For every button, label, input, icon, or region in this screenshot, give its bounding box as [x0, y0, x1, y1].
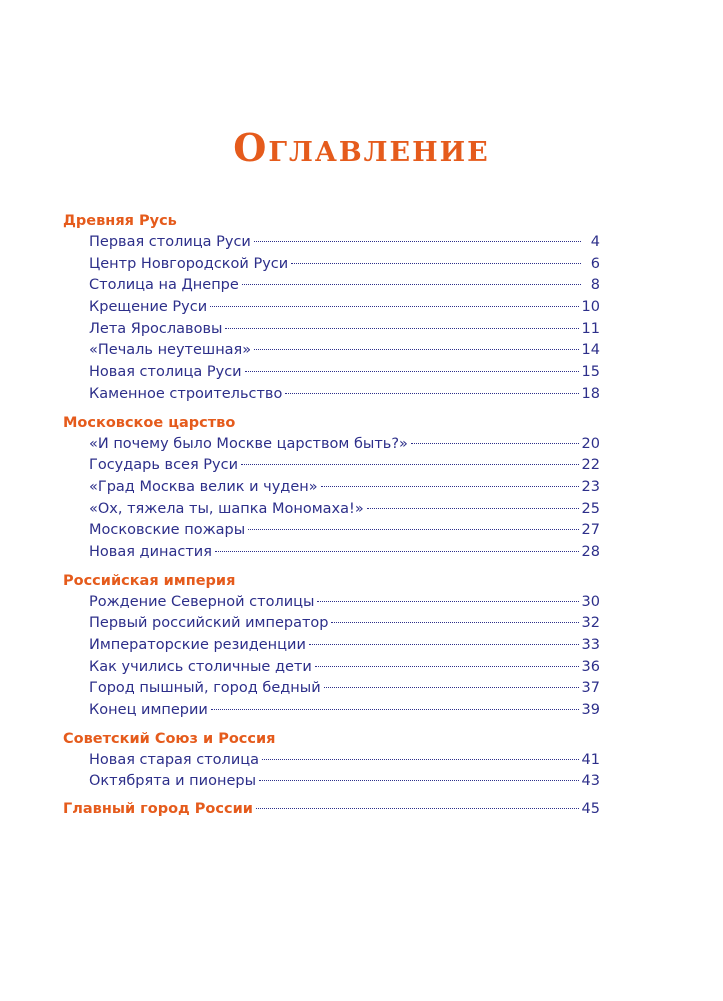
toc-entry[interactable] — [63, 700, 600, 722]
toc-section-moscow-tsardom — [63, 412, 600, 564]
toc-entry[interactable] — [63, 384, 600, 406]
entry-label: «И почему было Москве царством быть?» — [89, 435, 408, 452]
dot-leader — [245, 371, 579, 372]
entry-label: Новая династия — [89, 543, 212, 560]
dot-leader — [259, 780, 579, 781]
page-title: Оглавление — [233, 125, 490, 171]
dot-leader — [241, 464, 579, 465]
page-number: 37 — [581, 680, 600, 697]
page-number: 11 — [581, 320, 600, 337]
entry-label: Московские пожары — [89, 522, 246, 539]
toc-section-soviet-union — [63, 728, 600, 793]
entry-label: Новая столица Руси — [89, 364, 242, 381]
entry-label: Столица на Днепре — [89, 277, 239, 294]
dot-leader — [309, 644, 579, 645]
page-number: 43 — [581, 773, 600, 790]
toc-entry[interactable] — [63, 542, 600, 564]
entry-label: Рождение Северной столицы — [89, 593, 315, 610]
entry-label: Крещение Руси — [89, 299, 208, 316]
entry-label: Как учились столичные дети — [89, 658, 312, 675]
dot-leader — [256, 808, 579, 809]
dot-leader — [331, 622, 578, 623]
page-number: 15 — [581, 364, 600, 381]
page-number: 4 — [590, 234, 600, 250]
section-title: Советский Союз и Россия — [63, 730, 276, 747]
toc-entry[interactable] — [63, 520, 600, 542]
toc-entry[interactable] — [63, 613, 600, 635]
dot-leader — [315, 666, 579, 667]
dot-leader — [285, 393, 578, 394]
toc-entry[interactable] — [63, 434, 600, 456]
toc-entry-main-city[interactable] — [63, 799, 600, 821]
dot-leader — [317, 601, 578, 602]
toc-entry[interactable] — [63, 254, 600, 276]
page-number: 18 — [581, 385, 600, 402]
dot-leader — [291, 263, 581, 264]
entry-label: «Град Москва велик и чуден» — [89, 478, 318, 495]
dot-leader — [262, 759, 579, 760]
toc-section-ancient-rus — [63, 210, 600, 406]
toc-entry[interactable] — [63, 275, 600, 297]
toc-entry[interactable] — [63, 499, 600, 521]
entry-label: Город пышный, город бедный — [89, 680, 321, 697]
entry-label: Первая столица Руси — [89, 234, 251, 250]
page-number: 36 — [581, 658, 600, 675]
dot-leader — [324, 687, 579, 688]
toc-section-russian-empire — [63, 570, 600, 722]
dot-leader — [242, 284, 581, 285]
toc-entry[interactable] — [63, 635, 600, 657]
toc-entry[interactable] — [63, 678, 600, 700]
page-number: 45 — [581, 801, 600, 818]
page-number: 25 — [581, 500, 600, 517]
dot-leader — [225, 328, 578, 329]
entry-label: Первый российский император — [89, 615, 329, 632]
toc-entry[interactable] — [63, 232, 600, 254]
toc-entry[interactable] — [63, 319, 600, 341]
table-of-contents — [63, 210, 600, 821]
toc-entry[interactable] — [63, 455, 600, 477]
toc-entry[interactable] — [63, 477, 600, 499]
toc-entry[interactable] — [63, 592, 600, 614]
page-number: 6 — [590, 255, 600, 272]
page-number: 22 — [581, 457, 600, 474]
dot-leader — [248, 529, 578, 530]
toc-entry[interactable] — [63, 657, 600, 679]
toc-entry[interactable] — [63, 362, 600, 384]
page-number: 33 — [581, 637, 600, 653]
entry-label: «Ох, тяжела ты, шапка Мономаха!» — [89, 500, 364, 517]
dot-leader — [210, 306, 578, 307]
dot-leader — [211, 709, 579, 710]
entry-label: Конец империи — [89, 702, 208, 719]
entry-label: Новая старая столица — [89, 751, 259, 768]
section-title: Московское царство — [63, 414, 236, 431]
page-number: 14 — [581, 342, 600, 359]
toc-entry[interactable] — [63, 771, 600, 793]
section-title: Российская империя — [63, 572, 236, 589]
entry-label: Лета Ярославовы — [89, 320, 223, 337]
entry-label: Октябрята и пионеры — [89, 773, 257, 790]
page-number: 8 — [590, 277, 600, 294]
page-number: 41 — [581, 751, 600, 768]
page-number: 32 — [581, 615, 600, 632]
entry-label: Императорские резиденции — [89, 637, 306, 653]
dot-leader — [411, 443, 579, 444]
page-number: 23 — [581, 478, 600, 495]
dot-leader — [254, 349, 578, 350]
toc-entry[interactable] — [63, 750, 600, 772]
entry-label: Государь всея Руси — [89, 457, 239, 474]
entry-label: «Печаль неутешная» — [89, 342, 252, 359]
page-number: 27 — [581, 522, 600, 539]
dot-leader — [321, 486, 579, 487]
dot-leader — [215, 551, 579, 552]
entry-label: Каменное строительство — [89, 385, 283, 402]
dot-leader — [254, 241, 581, 242]
dot-leader — [367, 508, 579, 509]
toc-entry[interactable] — [63, 340, 600, 362]
page-number: 28 — [581, 543, 600, 560]
entry-label: Центр Новгородской Руси — [89, 255, 289, 272]
page-number: 30 — [581, 593, 600, 610]
section-title: Древняя Русь — [63, 213, 177, 229]
entry-label: Главный город России — [63, 801, 253, 818]
toc-entry[interactable] — [63, 297, 600, 319]
page-number: 39 — [581, 702, 600, 719]
page-number: 10 — [581, 299, 600, 316]
page-number: 20 — [581, 435, 600, 452]
